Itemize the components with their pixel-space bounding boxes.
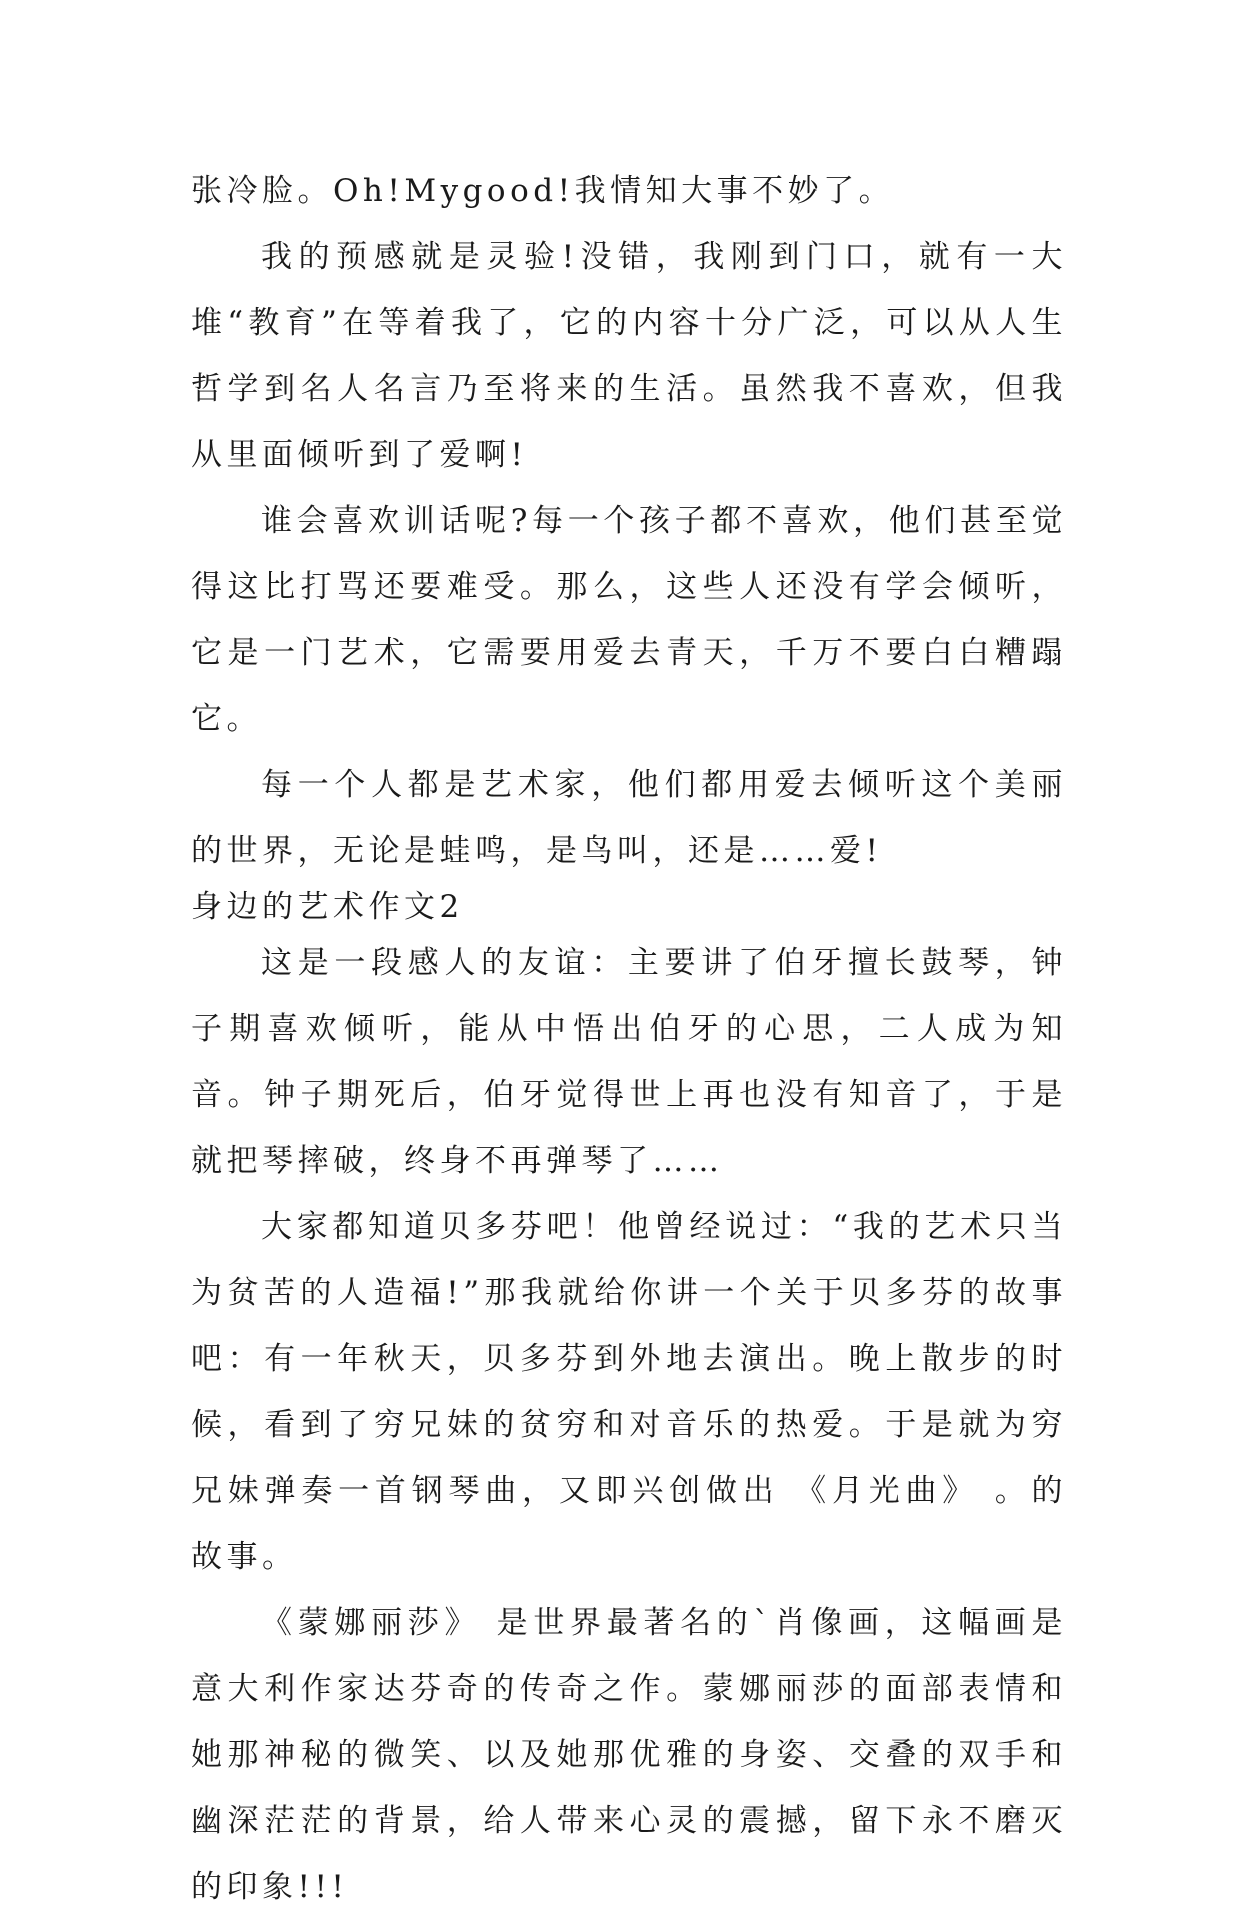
paragraph-beethoven: 大家都知道贝多芬吧！他曾经说过：“我的艺术只当为贫苦的人造福!”那我就给你讲一个关于贝多芬的故事吧：有一年秋天，贝多芬到外地去演出。晚上散步的时候，看到了穷兄妹的贫穷和对音乐的热爱。于是就为穷兄妹弹奏一首钢琴曲，又即兴创做出 《月光曲》 。的故事。	[191, 1209, 1067, 1575]
paragraph-continuation: 张冷脸。Oh!Mygood!我情知大事不妙了。	[191, 173, 895, 209]
paragraph-mona-lisa: 《蒙娜丽莎》 是世界最著名的`肖像画，这幅画是意大利作家达芬奇的传奇之作。蒙娜丽莎的面部表情和她那神秘的微笑、以及她那优雅的身姿、交叠的双手和幽深茫茫的背景，给人带来心灵的震撼，留下永不磨灭的印象!!!	[191, 1605, 1067, 1905]
paragraph-premonition: 我的预感就是灵验!没错，我刚到门口，就有一大堆“教育”在等着我了，它的内容十分广泛，可以从人生哲学到名人名言乃至将来的生活。虽然我不喜欢，但我从里面倾听到了爱啊!	[191, 239, 1067, 473]
document-body	[191, 158, 1067, 1920]
section-heading: 身边的艺术作文2	[191, 889, 464, 925]
paragraph-lecture: 谁会喜欢训话呢?每一个孩子都不喜欢，他们甚至觉得这比打骂还要难受。那么，这些人还没有学会倾听，它是一门艺术，它需要用爱去青天，千万不要白白糟蹋它。	[191, 503, 1067, 737]
paragraph-artist: 每一个人都是艺术家，他们都用爱去倾听这个美丽的世界，无论是蛙鸣，是鸟叫，还是……爱!	[191, 767, 1067, 869]
paragraph-friendship: 这是一段感人的友谊：主要讲了伯牙擅长鼓琴，钟子期喜欢倾听，能从中悟出伯牙的心思，二人成为知音。钟子期死后，伯牙觉得世上再也没有知音了，于是就把琴摔破，终身不再弹琴了……	[191, 945, 1067, 1179]
